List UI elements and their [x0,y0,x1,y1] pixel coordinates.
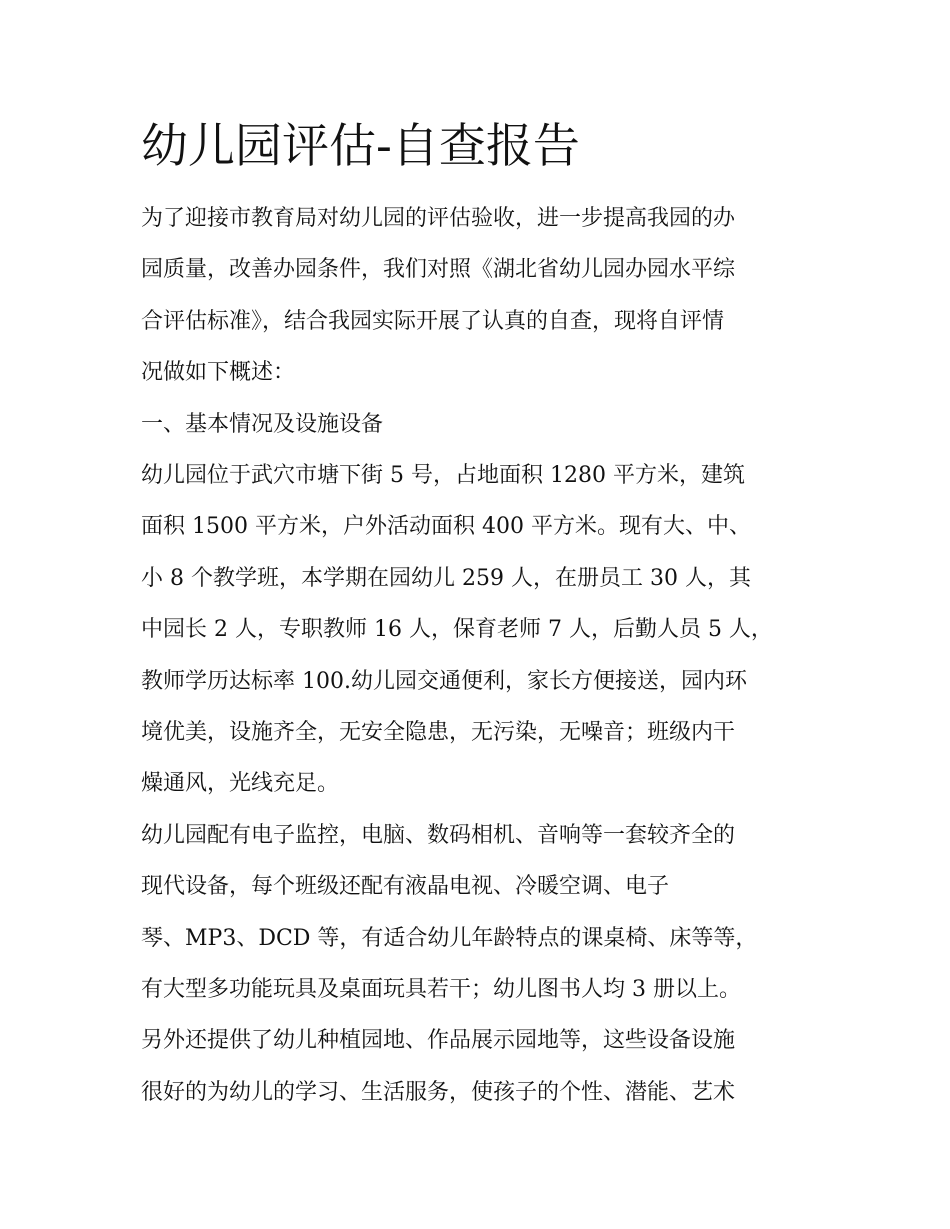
body-line: 况做如下概述： [141,360,296,385]
body-line: 很好的为幼儿的学习、生活服务，使孩子的个性、潜能、艺术 [141,1080,736,1105]
body-line: 另外还提供了幼儿种植园地、作品展示园地等，这些设备设施 [141,1028,736,1053]
body-line: 为了迎接市教育局对幼儿园的评估验收，进一步提高我园的办 [141,206,736,231]
body-line: 境优美，设施齐全，无安全隐患，无污染，无噪音；班级内干 [141,720,736,745]
section-heading: 一、基本情况及设施设备 [141,412,384,437]
body-line: 中园长 2 人，专职教师 16 人，保育老师 7 人，后勤人员 5 人， [141,617,773,642]
body-line: 小 8 个教学班，本学期在园幼儿 259 人，在册员工 30 人，其 [141,566,751,591]
body-line: 教师学历达标率 100.幼儿园交通便利，家长方便接送，园内环 [141,669,747,694]
body-line: 幼儿园配有电子监控，电脑、数码相机、音响等一套较齐全的 [141,823,736,848]
body-line: 面积 1500 平方米，户外活动面积 400 平方米。现有大、中、 [141,514,751,539]
document-title: 幼儿园评估-自查报告 [141,119,580,174]
body-line: 园质量，改善办园条件，我们对照《湖北省幼儿园办园水平综 [141,257,736,282]
body-line: 燥通风，光线充足。 [141,771,340,796]
body-line: 合评估标准》，结合我园实际开展了认真的自查，现将自评情 [141,309,725,334]
body-line: 琴、MP3、DCD 等，有适合幼儿年龄特点的课桌椅、床等等， [141,926,758,951]
body-line: 有大型多功能玩具及桌面玩具若干；幼儿图书人均 3 册以上。 [141,977,741,1002]
body-line: 现代设备，每个班级还配有液晶电视、冷暖空调、电子 [141,874,670,899]
body-line: 幼儿园位于武穴市塘下街 5 号，占地面积 1280 平方米，建筑 [141,463,745,488]
